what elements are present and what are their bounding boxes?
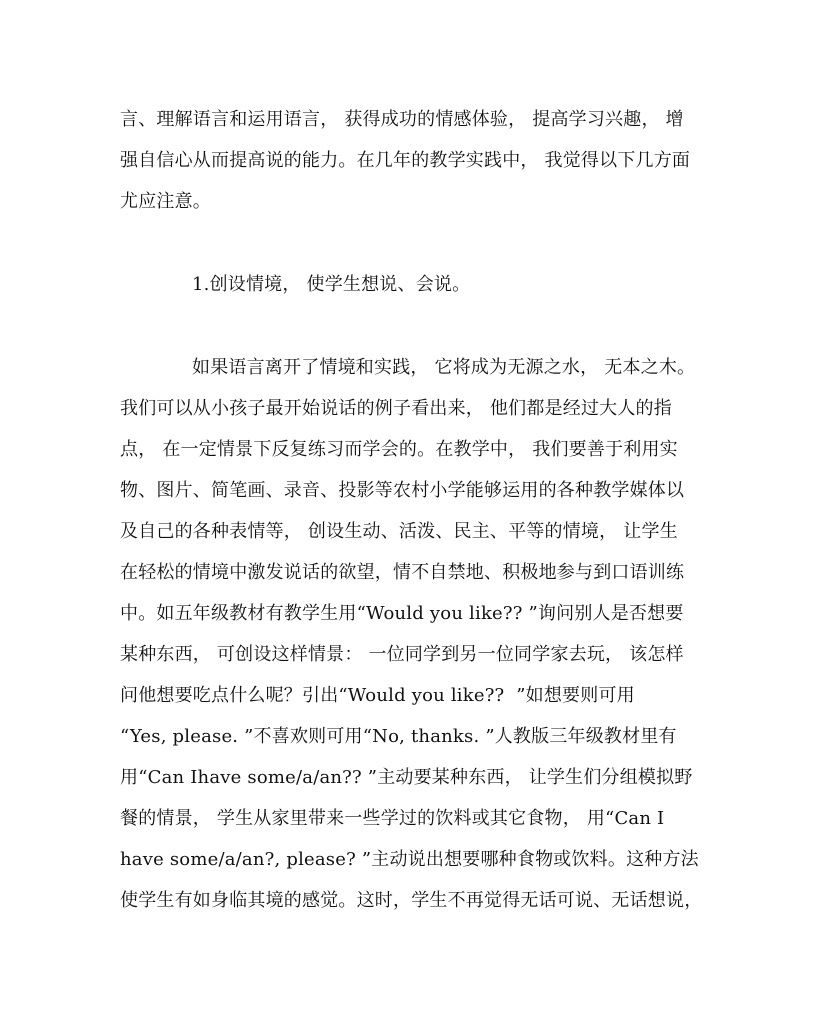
body-text-line: 强自信心从而提高说的能力。在几年的教学实践中， 我觉得以下几方面 xyxy=(120,150,691,171)
body-text-line: 使学生有如身临其境的感觉。这时，学生不再觉得无话可说、无话想说， xyxy=(120,890,703,911)
body-text-line: 我们可以从小孩子最开始说话的例子看出来， 他们都是经过大人的指 xyxy=(120,398,672,419)
body-text-line: 如果语言离开了情境和实践， 它将成为无源之水， 无本之木。 xyxy=(192,357,696,378)
body-text-line: have some/a/an?, please? ”主动说出想要哪种食物或饮料。这种方法 xyxy=(120,849,699,870)
body-text-line: 餐的情景， 学生从家里带来一些学过的饮料或其它食物， 用“Can I xyxy=(120,808,665,829)
body-text-line: 尤应注意。 xyxy=(120,191,211,212)
body-text-line: 用“Can Ihave some/a/an?? ”主动要某种东西， 让学生们分组模拟野 xyxy=(120,767,693,788)
body-text-line: “Yes, please. ”不喜欢则可用“No, thanks. ”人教版三年级教材里有 xyxy=(120,726,677,747)
body-text-line: 物、图片、简笔画、录音、投影等农村小学能够运用的各种教学媒体以 xyxy=(120,480,685,501)
body-text-line: 言、理解语言和运用语言， 获得成功的情感体验， 提高学习兴趣， 增 xyxy=(120,109,684,130)
body-text-line: 在轻松的情境中激发说话的欲望，情不自禁地、积极地参与到口语训练 xyxy=(120,562,685,583)
body-text-line: 问他想要吃点什么呢？引出“Would you like?? ”如想要则可用 xyxy=(120,685,635,706)
section-heading: 1.创设情境， 使学生想说、会说。 xyxy=(192,274,471,295)
body-text-line: 及自己的各种表情等， 创设生动、活泼、民主、平等的情境， 让学生 xyxy=(120,521,678,542)
body-text-line: 中。如五年级教材有教学生用“Would you like?? ”询问别人是否想要 xyxy=(120,603,684,624)
body-text-line: 某种东西， 可创设这样情景： 一位同学到另一位同学家去玩， 该怎样 xyxy=(120,644,684,665)
body-text-line: 点， 在一定情景下反复练习而学会的。在教学中， 我们要善于利用实 xyxy=(120,439,678,460)
